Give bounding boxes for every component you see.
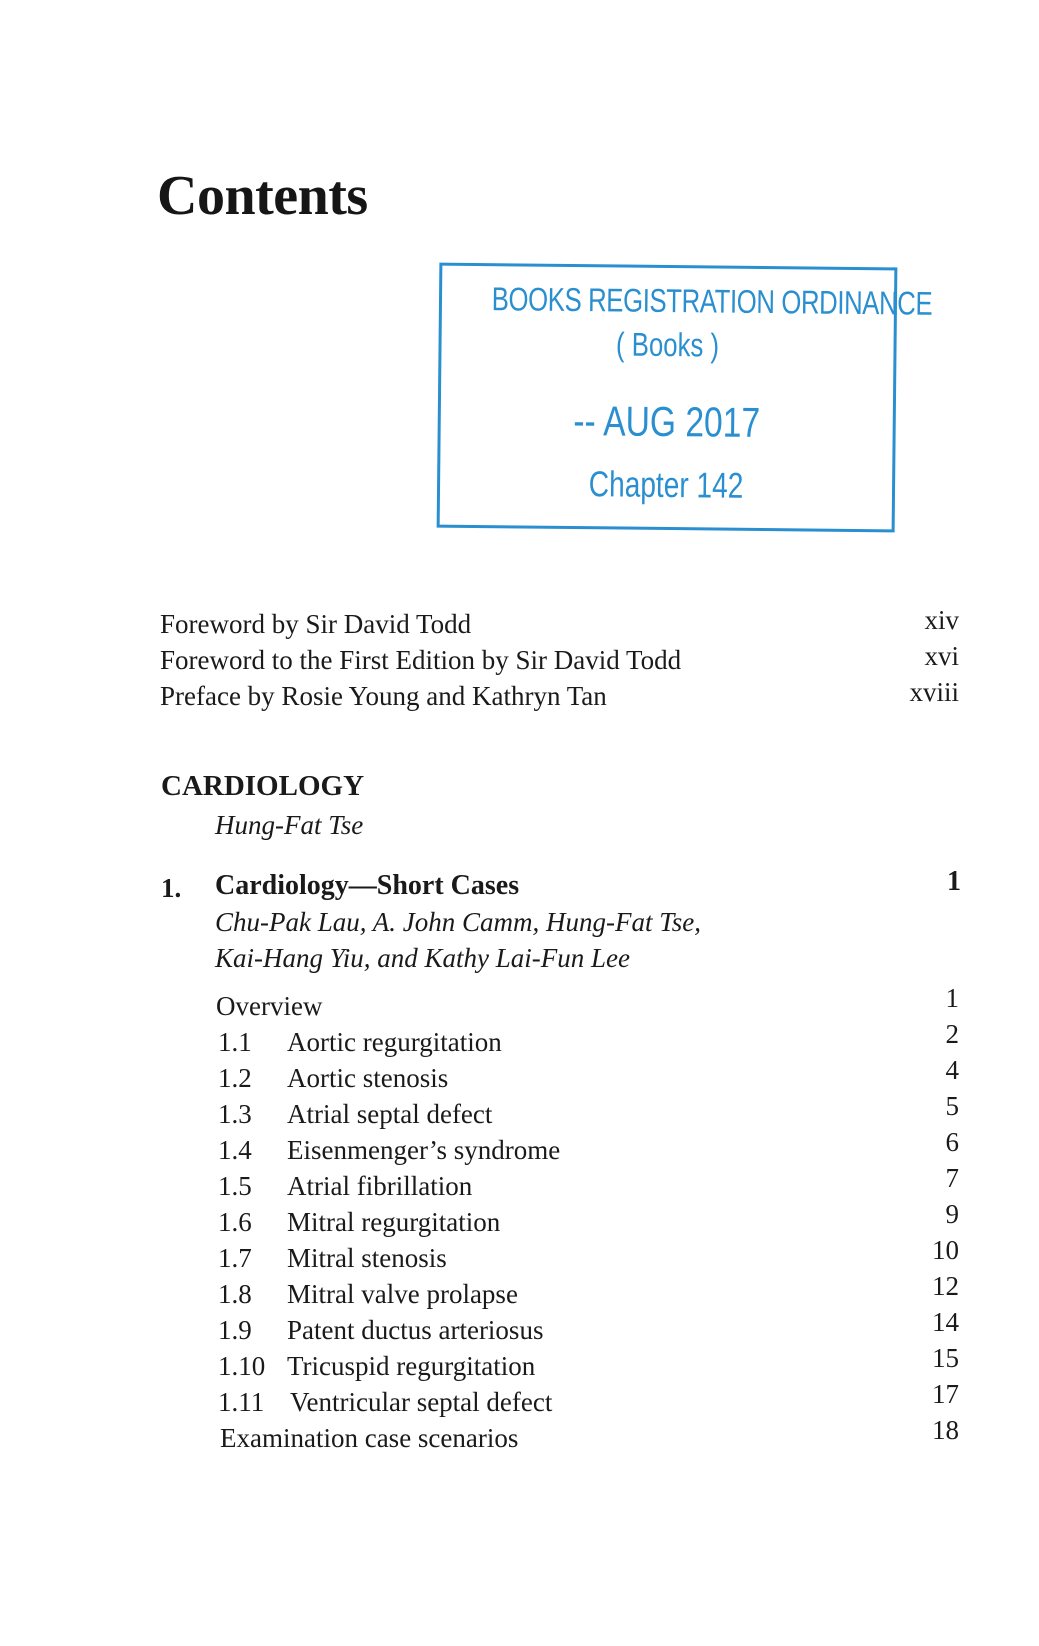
front-matter-page: xiv — [924, 605, 959, 635]
chapter-authors-line: Chu-Pak Lau, A. John Camm, Hung-Fat Tse, — [215, 907, 701, 937]
toc-entry-number: 1.9 — [218, 1315, 252, 1345]
toc-entry-label: Overview — [216, 991, 323, 1021]
toc-entry-page: 6 — [945, 1127, 959, 1157]
toc-entry-page: 10 — [932, 1235, 959, 1265]
toc-entry-label: Atrial fibrillation — [287, 1171, 473, 1201]
toc-entry-number: 1.5 — [218, 1171, 252, 1201]
toc-entry-label: Mitral valve prolapse — [287, 1279, 518, 1309]
toc-entry-label: Ventricular septal defect — [290, 1387, 553, 1417]
front-matter-page: xvi — [924, 641, 959, 671]
chapter-number: 1. — [161, 873, 182, 903]
toc-entry-page: 14 — [932, 1307, 959, 1337]
chapter-page: 1 — [947, 866, 961, 897]
toc-entry-number: 1.1 — [218, 1027, 252, 1057]
page-title: Contents — [157, 165, 368, 227]
toc-entry-number: 1.4 — [218, 1135, 252, 1165]
stamp-line-chapter: Chapter 142 — [588, 463, 744, 506]
toc-entry-number: 1.6 — [218, 1207, 252, 1237]
toc-entry-label: Patent ductus arteriosus — [287, 1315, 544, 1345]
toc-entry-label: Aortic regurgitation — [287, 1027, 502, 1057]
toc-entry-number: 1.10 — [218, 1351, 266, 1381]
registration-stamp — [437, 263, 933, 533]
toc-entry-label: Tricuspid regurgitation — [287, 1351, 536, 1381]
section-editor: Hung-Fat Tse — [215, 810, 364, 840]
toc-entry-number: 1.11 — [218, 1387, 265, 1417]
section-heading: CARDIOLOGY — [161, 770, 365, 802]
toc-entry-page: 9 — [945, 1199, 959, 1229]
stamp-line-date: -- AUG 2017 — [573, 397, 761, 446]
toc-entry-page: 4 — [945, 1055, 959, 1085]
toc-entry-label: Aortic stenosis — [287, 1063, 449, 1093]
chapter-authors-line: Kai-Hang Yiu, and Kathy Lai-Fun Lee — [215, 943, 630, 973]
toc-entry-number: 1.8 — [218, 1279, 252, 1309]
toc-entry-page: 18 — [932, 1415, 959, 1445]
toc-entry-label: Mitral regurgitation — [287, 1207, 501, 1237]
toc-entry-number: 1.7 — [218, 1243, 252, 1273]
toc-entry-page: 7 — [945, 1163, 959, 1193]
front-matter-label: Foreword by Sir David Todd — [160, 609, 472, 639]
toc-entry-label: Atrial septal defect — [287, 1099, 493, 1129]
stamp-line-books: ( Books ) — [615, 325, 720, 364]
front-matter-label: Preface by Rosie Young and Kathryn Tan — [160, 681, 607, 711]
toc-entry-number: 1.3 — [218, 1099, 252, 1129]
toc-entry-label: Mitral stenosis — [287, 1243, 447, 1273]
front-matter-label: Foreword to the First Edition by Sir David Todd — [160, 645, 682, 675]
toc-entry-number: 1.2 — [218, 1063, 252, 1093]
chapter-title: Cardiology—Short Cases — [215, 870, 520, 901]
stamp-line-ordinance: BOOKS REGISTRATION ORDINANCE — [491, 280, 933, 322]
toc-entry-page: 15 — [932, 1343, 959, 1373]
toc-entry-label: Eisenmenger’s syndrome — [287, 1135, 561, 1165]
front-matter-page: xviii — [909, 677, 959, 707]
toc-entry-page: 2 — [945, 1019, 959, 1049]
toc-entry-page: 5 — [945, 1091, 959, 1121]
toc-entry-label: Examination case scenarios — [220, 1423, 519, 1453]
toc-entry-page: 12 — [932, 1271, 959, 1301]
toc-entry-page: 1 — [945, 983, 959, 1013]
toc-entry-page: 17 — [932, 1379, 959, 1409]
